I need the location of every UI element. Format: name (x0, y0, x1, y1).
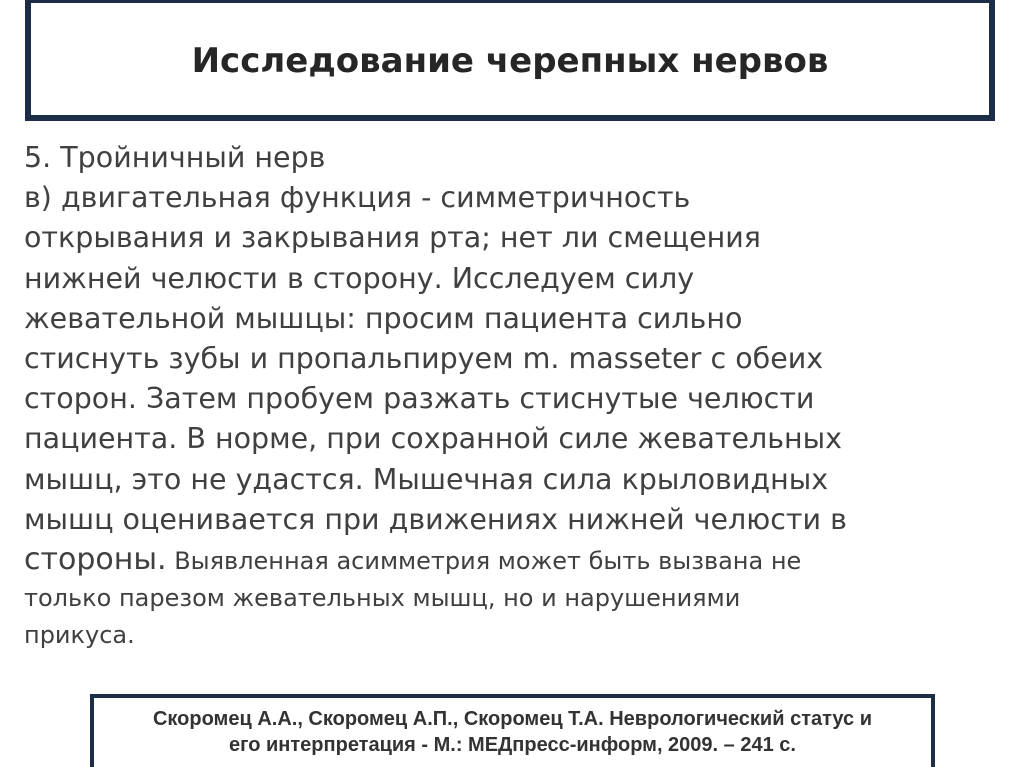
body-line: стиснуть зубы и пропальпируем m. masseter с обеих (24, 342, 824, 376)
body-line-small: прикуса. (24, 621, 135, 650)
body-mixed-line (24, 540, 1009, 580)
body-line: мышц, это не удастся. Мышечная сила крыловидных (24, 462, 829, 496)
body-line: мышц оценивается при движениях нижней челюсти в (24, 502, 847, 536)
body-line: открывания и закрывания рта; нет ли смещения (24, 221, 761, 255)
body-line: 5. Тройничный нерв (24, 141, 326, 174)
slide-title: Исследование черепных нервов (191, 40, 829, 81)
slide-body (24, 138, 1009, 654)
body-fragment-large: стороны. (24, 542, 167, 578)
body-line: пациента. В норме, при сохранной силе жевательных (24, 422, 843, 456)
title-frame (25, 0, 995, 121)
body-line: нижней челюсти в сторону. Исследуем силу (24, 261, 695, 295)
body-line-small: только парезом жевательных мышц, но и нарушениями (24, 584, 741, 613)
reference-line: его интерпретация - М.: МЕДпресс-информ, 2009. – 241 с. (229, 734, 796, 756)
body-line: сторон. Затем пробуем разжать стиснутые челюсти (24, 382, 815, 416)
body-line: жевательной мышцы: просим пациента сильно (24, 301, 743, 335)
reference-frame (90, 694, 935, 767)
body-line: в) двигательная функция - симметричность (24, 181, 691, 215)
body-fragment-small: Выявленная асимметрия может быть вызвана не (166, 547, 802, 576)
reference-line: Скоромец А.А., Скоромец А.П., Скоромец Т.А. Неврологический статус и (152, 708, 873, 730)
